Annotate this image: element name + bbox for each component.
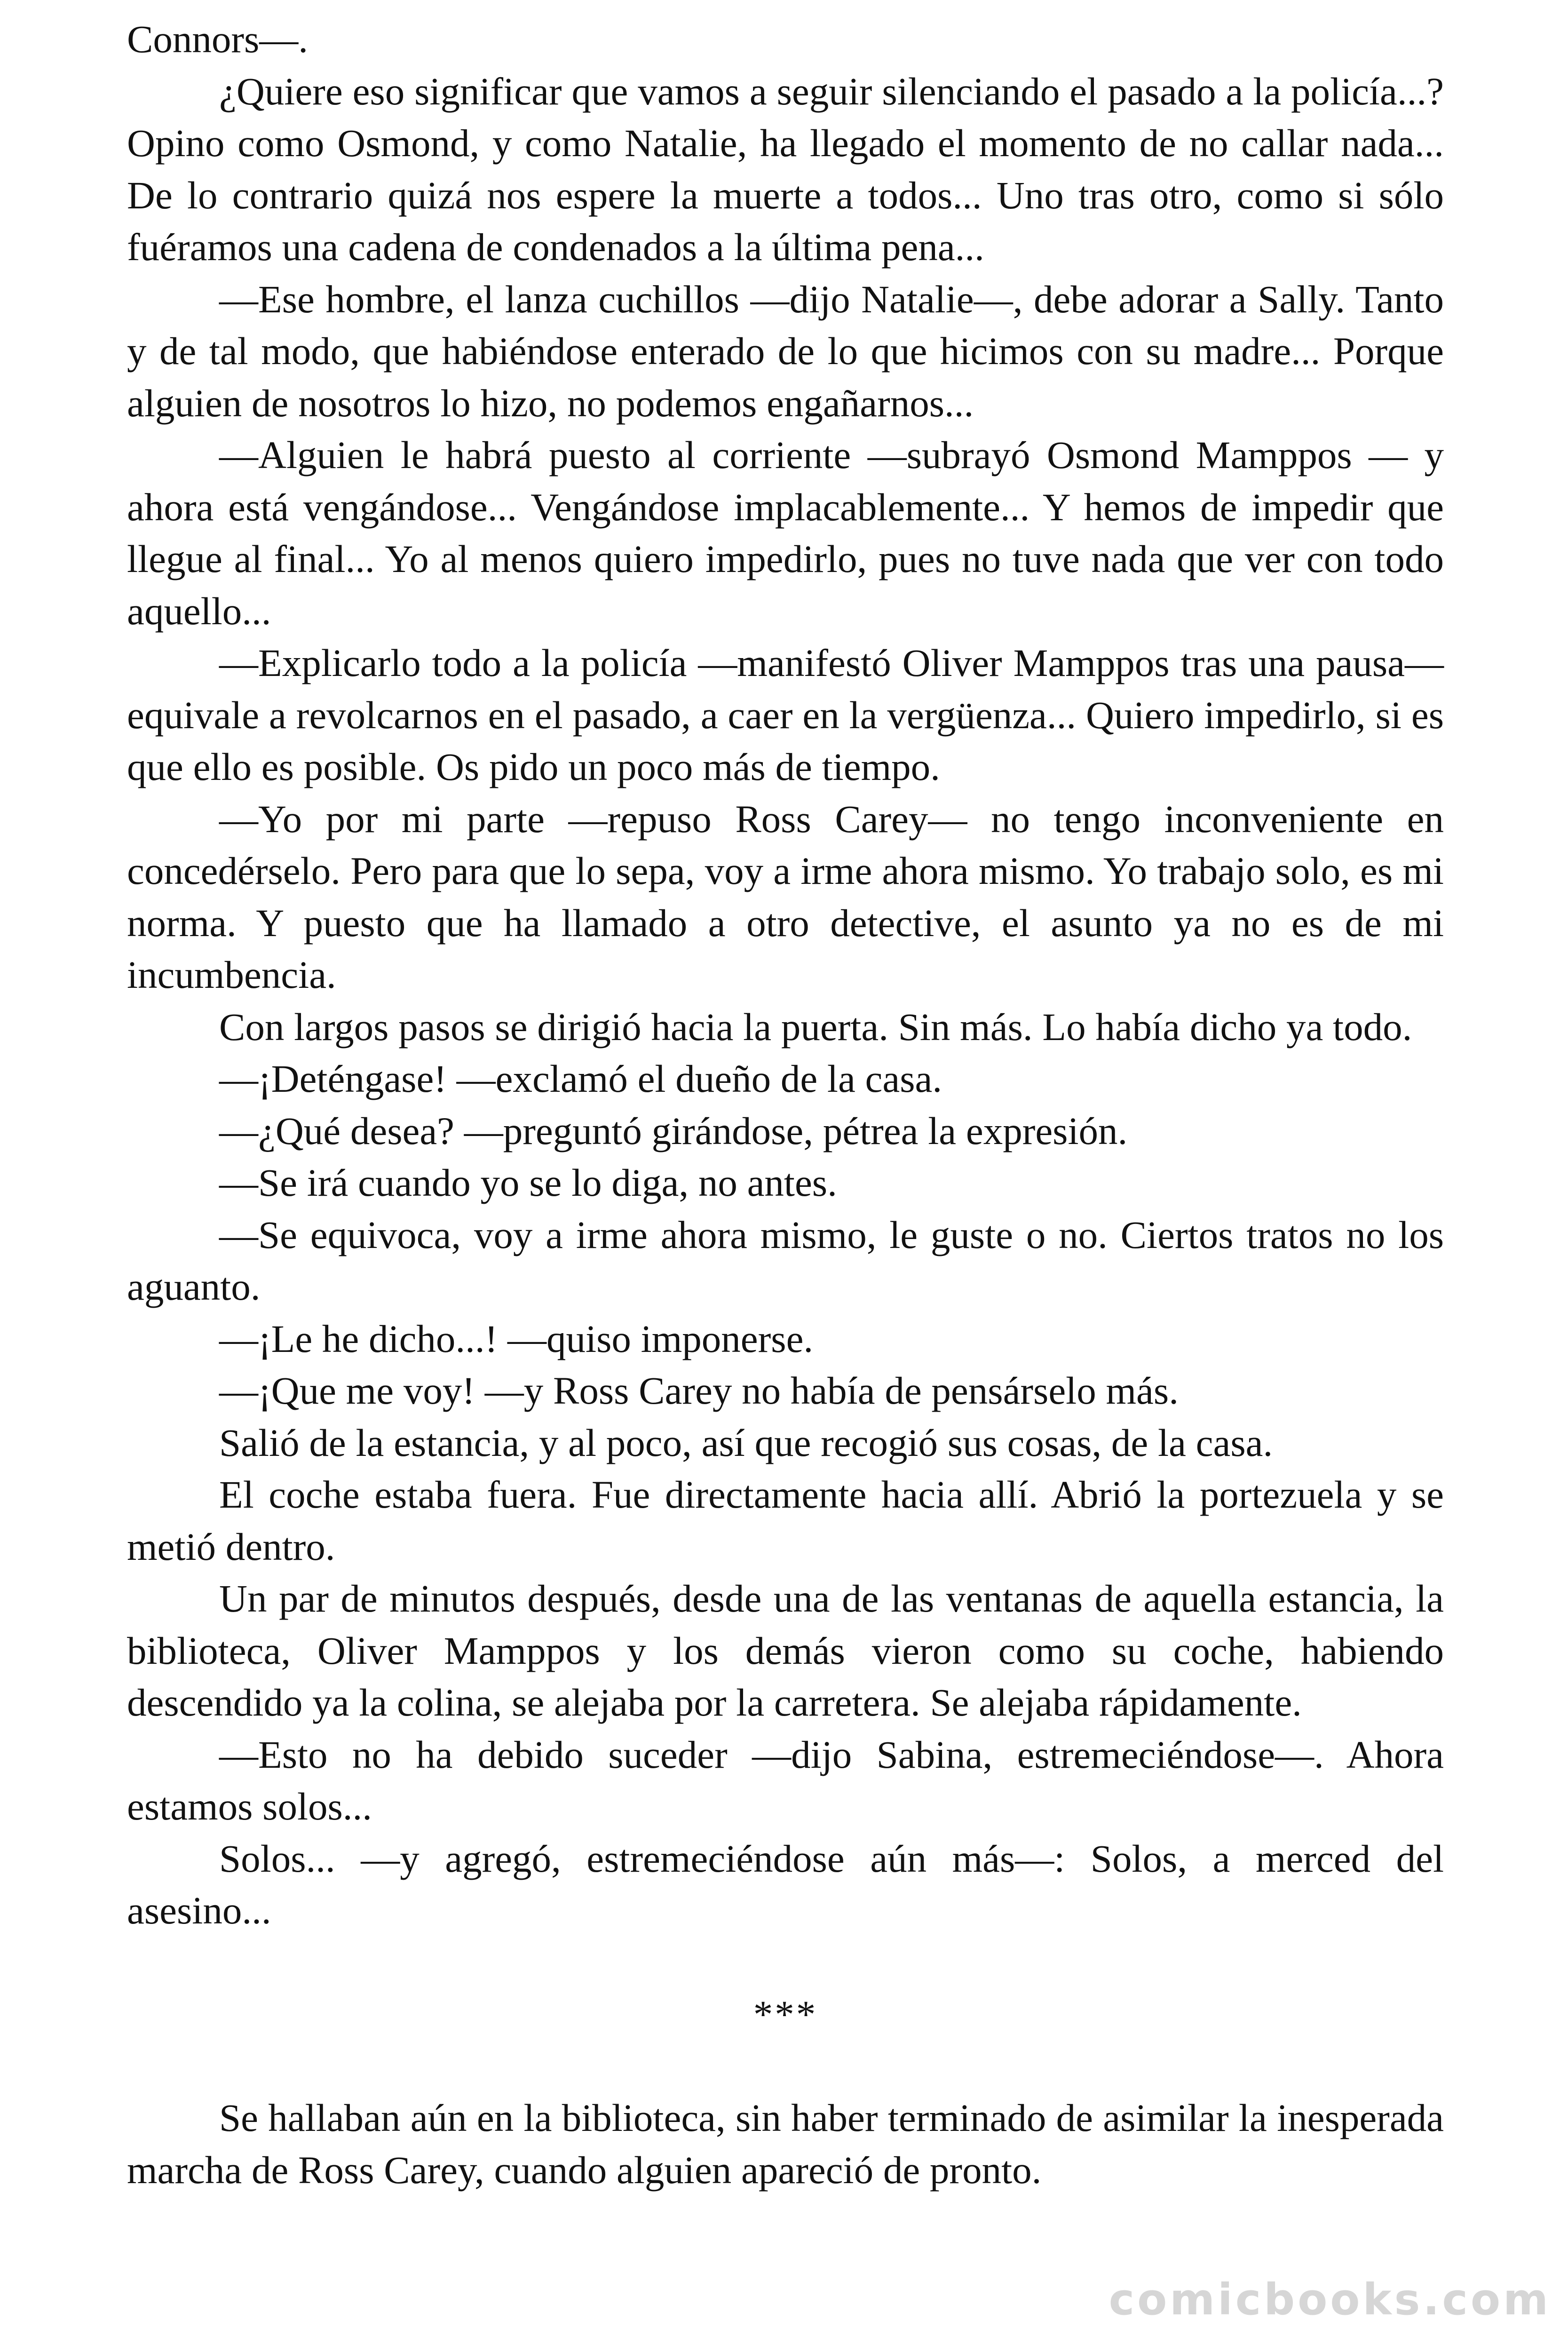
document-page bbox=[127, 13, 1444, 2196]
paragraph: —Ese hombre, el lanza cuchillos —dijo Natalie—, debe adorar a Sally. Tanto y de tal modo, que habiéndose enterado de lo que hicimos con su madre... Porque alguien de nosotros lo hizo, no podemos engañarnos... bbox=[127, 277, 1444, 425]
paragraph: —¡Que me voy! —y Ross Carey no había de pensárselo más. bbox=[219, 1369, 1179, 1412]
paragraph: —Yo por mi parte —repuso Ross Carey— no tengo inconveniente en concedérselo. Pero para que lo sepa, voy a irme ahora mismo. Yo trabajo solo, es mi norma. Y puesto que ha llamado a otro detective, el asunto ya no es de mi incumbencia. bbox=[127, 797, 1444, 996]
paragraph: —Alguien le habrá puesto al corriente —subrayó Osmond Mamppos — y ahora está vengándose... Vengándose implacablemente... Y hemos de impedir que llegue al final... Yo al menos quiero impedirlo, pues no tuve nada que ver con todo aquello... bbox=[127, 433, 1444, 633]
paragraph: —Se irá cuando yo se lo diga, no antes. bbox=[219, 1161, 837, 1204]
paragraph: Con largos pasos se dirigió hacia la puerta. Sin más. Lo había dicho ya todo. bbox=[219, 1005, 1412, 1049]
paragraph: —Se equivoca, voy a irme ahora mismo, le guste o no. Ciertos tratos no los aguanto. bbox=[127, 1213, 1444, 1308]
paragraph: Se hallaban aún en la biblioteca, sin haber terminado de asimilar la inesperada marcha de Ross Carey, cuando alguien apareció de pronto. bbox=[127, 2096, 1444, 2192]
watermark-logo: comicbooks.com bbox=[1109, 2274, 1551, 2325]
paragraph: —Explicarlo todo a la policía —manifestó Oliver Mamppos tras una pausa— equivale a revolcarnos en el pasado, a caer en la vergüenza... Quiero impedirlo, si es que ello es posible. Os pido un poco más de tiempo. bbox=[127, 641, 1444, 788]
paragraph: Un par de minutos después, desde una de las ventanas de aquella estancia, la biblioteca, Oliver Mamppos y los demás vieron como su coche, habiendo descendido ya la colina, se alejaba por la carretera. Se alejaba rápidamente. bbox=[127, 1577, 1444, 1724]
paragraph: —¡Deténgase! —exclamó el dueño de la casa. bbox=[219, 1057, 942, 1100]
paragraph: Connors—. bbox=[127, 17, 309, 61]
paragraph: —Esto no ha debido suceder —dijo Sabina, estremeciéndose—. Ahora estamos solos... bbox=[127, 1732, 1444, 1828]
paragraph: —¿Qué desea? —preguntó girándose, pétrea la expresión. bbox=[219, 1109, 1128, 1152]
paragraph: El coche estaba fuera. Fue directamente hacia allí. Abrió la portezuela y se metió dentro. bbox=[127, 1473, 1444, 1568]
paragraph: Solos... —y agregó, estremeciéndose aún más—: Solos, a merced del asesino... bbox=[127, 1836, 1444, 1932]
paragraph: Salió de la estancia, y al poco, así que recogió sus cosas, de la casa. bbox=[219, 1421, 1273, 1464]
paragraph: —¡Le he dicho...! —quiso imponerse. bbox=[219, 1317, 814, 1360]
section-break: *** bbox=[753, 1992, 818, 2036]
paragraph: ¿Quiere eso significar que vamos a seguir silenciando el pasado a la policía...? Opino como Osmond, y como Natalie, ha llegado el momento de no callar nada... De lo contrario quizá nos espere la muerte a todos... Uno tras otro, como si sólo fuéramos una cadena de condenados a la última pena... bbox=[127, 69, 1444, 269]
